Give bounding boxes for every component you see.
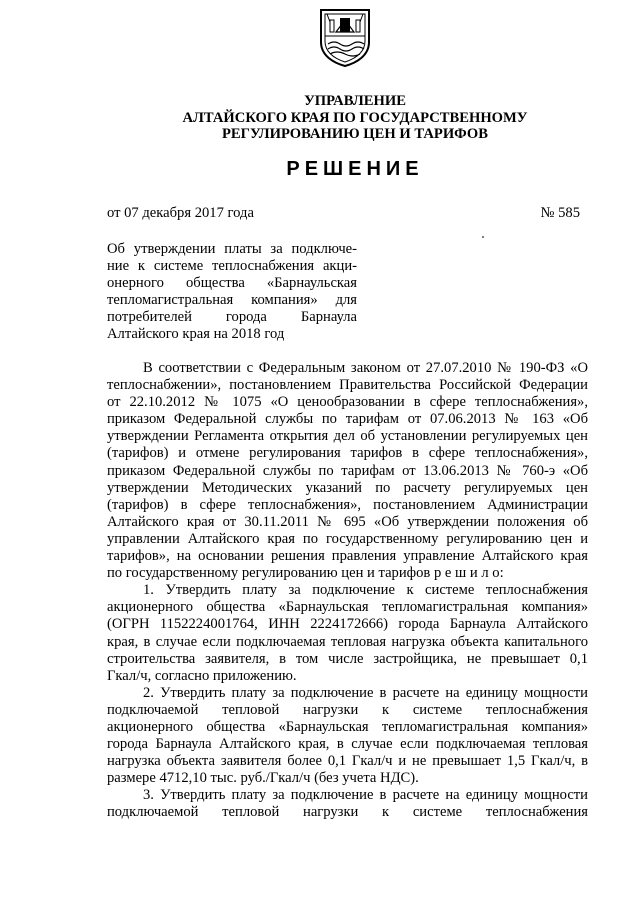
- body-line: (тарифов) в сфере теплоснабжения», постановлением Администрации: [107, 496, 588, 513]
- body-line: 2. Утвердить плату за подключение в расчете на единицу мощности: [143, 684, 588, 701]
- body-line: теплоснабжении», постановлением Правительства Российской Федерации: [107, 377, 588, 394]
- subject-line: потребителей города Барнаула: [107, 309, 357, 326]
- body-line: приказом Федеральной службы по тарифам от 13.06.2013 № 760-э «Об: [107, 462, 588, 479]
- body-line: управлении Алтайского края по государственному регулированию цен и: [107, 530, 588, 547]
- subject-line: ние к системе теплоснабжения акци-: [107, 258, 357, 275]
- decision-subject: [107, 241, 357, 344]
- document-type-title: РЕШЕНИЕ: [286, 158, 424, 180]
- decision-body: [107, 360, 588, 822]
- body-line: В соответствии с Федеральным законом от 27.07.2010 № 190-ФЗ «О: [143, 360, 588, 376]
- body-line: края, в случае если подключаемая тепловая нагрузка объекта капитального: [107, 633, 588, 650]
- body-line: Алтайского края от 30.11.2011 № 695 «Об утверждении положения об: [107, 513, 588, 530]
- body-line: 1. Утвердить плату за подключение к системе теплоснабжения: [143, 582, 588, 599]
- body-line: города Барнаула Алтайского края, в случае если подключаемая тепловая: [107, 736, 588, 753]
- subject-line: Алтайского края на 2018 год: [107, 326, 285, 343]
- agency-header: [100, 93, 610, 143]
- body-line: (ОГРН 1152224001764, ИНН 2224172666) города Барнаула Алтайского: [107, 616, 588, 633]
- body-line: размере 4712,10 тыс. руб./Гкал/ч (без учета НДС).: [107, 770, 419, 787]
- body-line: утверждении Методических указаний по расчету регулируемых цен: [107, 479, 588, 496]
- decision-date: от 07 декабря 2017 года: [107, 205, 254, 221]
- subject-line: тепломагистральная компания» для: [107, 292, 357, 309]
- scan-speck: [482, 236, 484, 238]
- body-line: тарифов», на основании решения правления управление Алтайского края: [107, 548, 588, 565]
- body-line: приказом Федеральной службы по тарифам от 07.06.2013 № 163 «Об: [107, 411, 588, 428]
- agency-line: АЛТАЙСКОГО КРАЯ ПО ГОСУДАРСТВЕННОМУ: [182, 109, 528, 126]
- body-line: 3. Утвердить плату за подключение в расчете на единицу мощности: [143, 787, 588, 804]
- body-line: подключаемой тепловой нагрузки к системе теплоснабжения: [107, 701, 588, 718]
- agency-line: УПРАВЛЕНИЕ: [304, 93, 406, 109]
- subject-line: Об утверждении платы за подключе-: [107, 241, 357, 257]
- body-line: Гкал/ч, согласно приложению.: [107, 667, 297, 684]
- body-line: от 22.10.2012 № 1075 «О ценообразовании в сфере теплоснабжения»,: [107, 394, 588, 411]
- body-line: акционерного общества «Барнаульская тепломагистральная компания»: [107, 718, 588, 735]
- body-line: строительства заявителя, в том числе застройщика, не превышает 0,1: [107, 650, 588, 667]
- body-line: (тарифов) и отмене регулирования тарифов в сфере теплоснабжения»,: [107, 445, 588, 462]
- body-line: по государственному регулированию цен и тарифов р е ш и л о:: [107, 565, 504, 582]
- body-line: нагрузка объекта заявителя более 0,1 Гкал/ч и не превышает 1,5 Гкал/ч, в: [107, 753, 588, 770]
- coat-of-arms-emblem: [318, 8, 372, 68]
- agency-line: РЕГУЛИРОВАНИЮ ЦЕН И ТАРИФОВ: [222, 126, 488, 142]
- decision-number: № 585: [540, 205, 580, 221]
- subject-line: онерного общества «Барнаульская: [107, 275, 357, 292]
- body-line: утверждении Регламента открытия дел об установлении регулируемых цен: [107, 428, 588, 445]
- body-line: акционерного общества «Барнаульская тепломагистральная компания»: [107, 599, 588, 616]
- body-line: подключаемой тепловой нагрузки к системе теплоснабжения: [107, 804, 588, 821]
